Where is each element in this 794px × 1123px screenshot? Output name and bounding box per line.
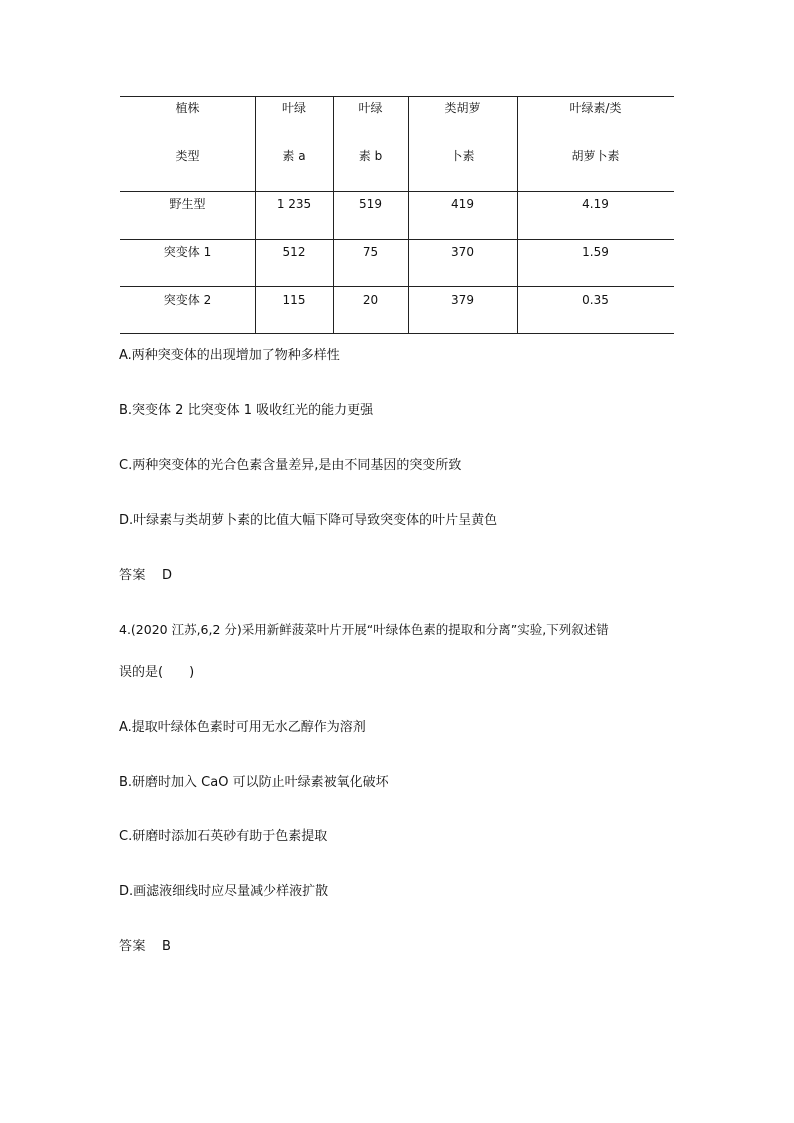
table-header-cell: 叶绿 xyxy=(281,101,306,115)
table-cell: 1 235 xyxy=(276,197,312,211)
table-cell: 519 xyxy=(359,197,382,211)
table-rule-row2 xyxy=(120,286,674,287)
q4-answer xyxy=(119,939,171,955)
q3-option-a: A.两种突变体的出现增加了物种多样性 xyxy=(119,348,340,363)
table-cell: 115 xyxy=(282,293,306,307)
answer-label: 答案 xyxy=(119,568,147,583)
table-cell: 419 xyxy=(451,197,474,211)
table-cell: 野生型 xyxy=(169,197,206,211)
table-cell: 0.35 xyxy=(582,293,609,307)
table-rule-bottom xyxy=(120,333,674,334)
table-header-cell: 素 b xyxy=(358,149,383,163)
table-cell: 379 xyxy=(451,293,474,307)
table-header-cell: 卜素 xyxy=(450,149,475,163)
table-header-cell: 胡萝卜素 xyxy=(571,149,620,163)
table-cell: 突变体 2 xyxy=(163,293,212,307)
table-header-cell: 类型 xyxy=(175,149,200,163)
table-header-cell: 类胡萝 xyxy=(444,101,481,115)
table-cell: 1.59 xyxy=(582,245,609,259)
table-cell: 512 xyxy=(282,245,306,259)
table-header-cell: 素 a xyxy=(282,149,306,163)
table-cell: 突变体 1 xyxy=(163,245,212,259)
table-rule-row1 xyxy=(120,239,674,240)
table-rule-top xyxy=(120,96,674,97)
q4-option-c: C.研磨时添加石英砂有助于色素提取 xyxy=(119,829,328,844)
table-header-cell: 植株 xyxy=(175,101,200,115)
q3-option-b: B.突变体 2 比突变体 1 吸收红光的能力更强 xyxy=(119,403,374,418)
table-cell: 75 xyxy=(362,245,379,259)
q4-option-d: D.画滤液细线时应尽量减少样液扩散 xyxy=(119,884,329,899)
table-header-cell: 叶绿 xyxy=(358,101,383,115)
answer-value: B xyxy=(162,939,172,954)
answer-label: 答案 xyxy=(119,939,147,954)
table-header-cell: 叶绿素/类 xyxy=(569,101,622,115)
q4-option-b: B.研磨时加入 CaO 可以防止叶绿素被氧化破坏 xyxy=(119,775,389,790)
table-cell: 370 xyxy=(451,245,474,259)
q4-stem-line2: 误的是( ) xyxy=(119,665,195,680)
table-cell: 4.19 xyxy=(582,197,609,211)
q3-option-d: D.叶绿素与类胡萝卜素的比值大幅下降可导致突变体的叶片呈黄色 xyxy=(119,513,498,528)
table-cell: 20 xyxy=(362,293,379,307)
q4-stem-line1: 4.(2020 江苏,6,2 分)采用新鲜菠菜叶片开展“叶绿体色素的提取和分离”实验,下列叙述错 xyxy=(119,622,609,637)
q4-option-a: A.提取叶绿体色素时可用无水乙醇作为溶剂 xyxy=(119,720,366,735)
table-rule-header xyxy=(120,191,674,192)
q3-option-c: C.两种突变体的光合色素含量差异,是由不同基因的突变所致 xyxy=(119,458,462,473)
answer-value: D xyxy=(162,568,173,583)
q3-answer xyxy=(119,568,173,584)
